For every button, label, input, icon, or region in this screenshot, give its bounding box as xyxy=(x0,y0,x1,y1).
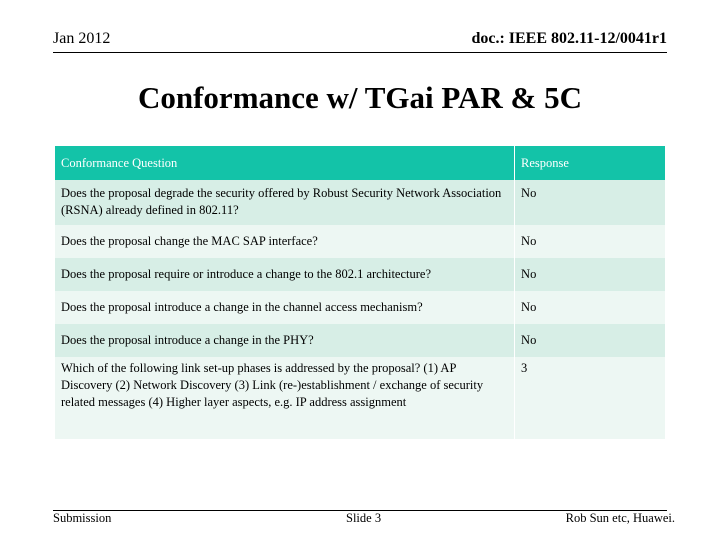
conformance-table xyxy=(55,146,665,439)
response-cell: No xyxy=(515,225,665,258)
response-cell: No xyxy=(515,324,665,357)
footer-author: Rob Sun etc, Huawei. xyxy=(565,511,675,525)
table-row xyxy=(55,324,665,357)
question-cell: Does the proposal introduce a change in the channel access mechanism? xyxy=(55,291,515,324)
response-cell: No xyxy=(515,258,665,291)
question-cell: Does the proposal require or introduce a change to the 802.1 architecture? xyxy=(55,258,515,291)
table-row xyxy=(55,258,665,291)
question-cell: Does the proposal introduce a change in the PHY? xyxy=(55,324,515,357)
question-cell: Which of the following link set-up phases is addressed by the proposal? (1) AP Discovery (2) Network Discovery (3) Link (re-)establishment / exchange of security related messages (4) Higher layer aspects, e.g. IP address assignment xyxy=(55,357,515,439)
response-cell: No xyxy=(515,180,665,225)
header-divider xyxy=(53,52,667,53)
table-header-row xyxy=(55,146,665,180)
footer-submission: Submission xyxy=(53,511,112,525)
footer-slide-number: Slide 3 xyxy=(346,511,382,525)
column-header-response: Response xyxy=(515,146,665,180)
question-cell: Does the proposal degrade the security offered by Robust Security Network Association (RSNA) already defined in 802.11? xyxy=(55,180,515,225)
table-row xyxy=(55,357,665,439)
response-cell: No xyxy=(515,291,665,324)
table-row xyxy=(55,225,665,258)
table-row xyxy=(55,180,665,225)
header-doc-id: doc.: IEEE 802.11-12/0041r1 xyxy=(471,30,667,47)
question-cell: Does the proposal change the MAC SAP interface? xyxy=(55,225,515,258)
table-row xyxy=(55,291,665,324)
header-date: Jan 2012 xyxy=(53,30,111,47)
slide-title: Conformance w/ TGai PAR & 5C xyxy=(137,80,582,115)
response-cell: 3 xyxy=(515,357,665,439)
column-header-question: Conformance Question xyxy=(55,146,515,180)
